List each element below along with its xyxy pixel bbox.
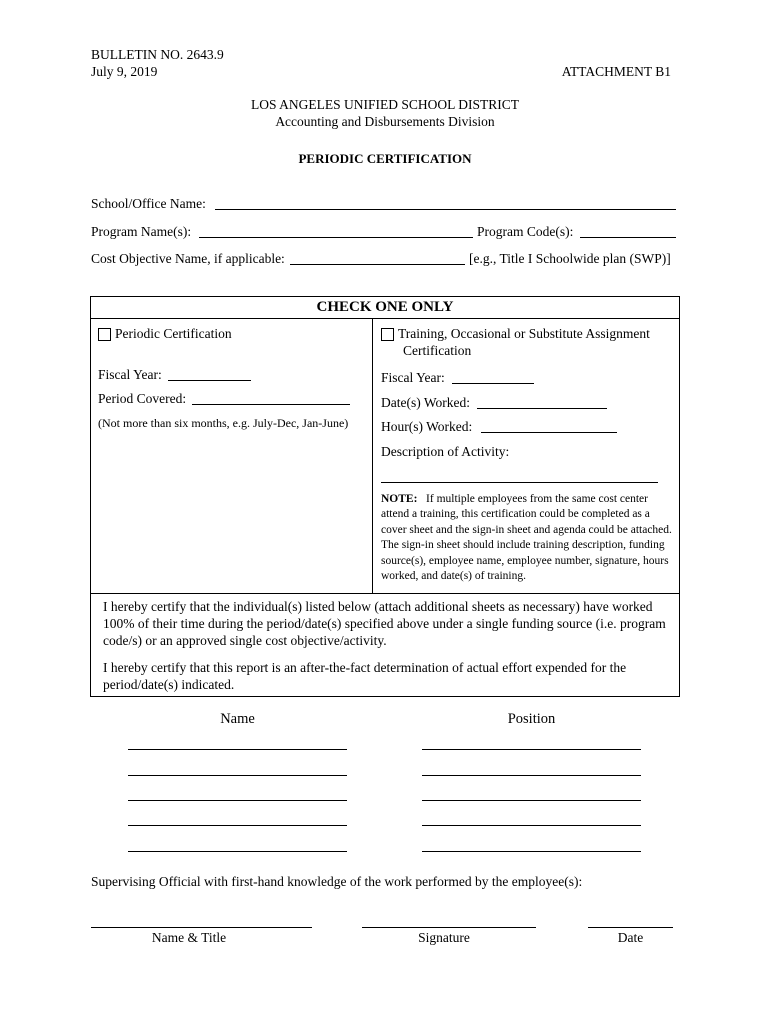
supervisor-signature-line[interactable] [362, 927, 536, 928]
training-note [381, 492, 676, 584]
dates-worked-label: Date(s) Worked: [381, 395, 471, 410]
note-label: NOTE: [381, 493, 418, 505]
supervisor-date-line[interactable] [588, 927, 673, 928]
description-input[interactable] [381, 482, 658, 483]
employee-position-line[interactable] [422, 851, 641, 852]
hours-worked-input[interactable] [481, 432, 617, 433]
division-name: Accounting and Disbursements Division [275, 114, 495, 129]
dates-worked-input[interactable] [477, 408, 607, 409]
name-title-label: Name & Title [151, 930, 227, 945]
bulletin-date: July 9, 2019 [91, 64, 158, 79]
school-office-label: School/Office Name: [91, 196, 206, 211]
period-covered-note: (Not more than six months, e.g. July-Dec, Jan-June) [98, 416, 349, 430]
district-name: LOS ANGELES UNIFIED SCHOOL DISTRICT [250, 97, 519, 112]
employee-name-line[interactable] [128, 800, 347, 801]
employee-position-line[interactable] [422, 800, 641, 801]
bulletin-number: BULLETIN NO. 2643.9 [91, 47, 224, 62]
employee-position-line[interactable] [422, 775, 641, 776]
check-one-heading: CHECK ONE ONLY [316, 299, 454, 315]
hours-worked-label: Hour(s) Worked: [381, 419, 473, 434]
certification-paragraph-1: I hereby certify that the individual(s) listed below (attach additional sheets as necessary) have worked 100% of their time during the period/date(s) specified above under a single funding source (i.e. program code/s) or an approved single cost objective/activity. [103, 599, 666, 648]
periodic-certification-checkbox[interactable] [98, 328, 111, 341]
certification-paragraph-2: I hereby certify that this report is an after-the-fact determination of actual effort expended for the period/date(s) indicated. [103, 660, 627, 692]
employee-position-line[interactable] [422, 825, 641, 826]
right-fiscal-year-label: Fiscal Year: [381, 370, 445, 385]
attachment-label: ATTACHMENT B1 [561, 64, 671, 79]
periodic-certification-label: Periodic Certification [115, 326, 232, 341]
employee-name-line[interactable] [128, 851, 347, 852]
cost-objective-input[interactable] [290, 264, 465, 265]
employee-name-line[interactable] [128, 775, 347, 776]
right-fiscal-year-input[interactable] [452, 383, 534, 384]
supervisor-statement: Supervising Official with first-hand knowledge of the work performed by the employee(s): [91, 874, 583, 889]
date-label: Date [617, 930, 644, 945]
period-covered-label: Period Covered: [98, 391, 187, 406]
employee-name-line[interactable] [128, 749, 347, 750]
left-fiscal-year-input[interactable] [168, 380, 251, 381]
name-column-header: Name [220, 711, 255, 727]
signature-label: Signature [418, 930, 470, 945]
program-codes-input[interactable] [580, 237, 676, 238]
program-names-input[interactable] [199, 237, 473, 238]
employee-position-line[interactable] [422, 749, 641, 750]
training-certification-label-line1: Training, Occasional or Substitute Assignment [398, 326, 650, 341]
column-divider [372, 318, 373, 594]
cost-objective-label: Cost Objective Name, if applicable: [91, 251, 285, 266]
form-title: PERIODIC CERTIFICATION [298, 151, 472, 166]
program-codes-label: Program Code(s): [477, 224, 574, 239]
position-column-header: Position [507, 711, 556, 727]
left-fiscal-year-label: Fiscal Year: [98, 367, 162, 382]
period-covered-input[interactable] [192, 404, 350, 405]
training-certification-label-line2: Certification [403, 343, 472, 358]
check-heading-divider [90, 318, 680, 319]
program-names-label: Program Name(s): [91, 224, 192, 239]
description-label: Description of Activity: [381, 444, 510, 459]
school-office-input[interactable] [215, 209, 676, 210]
supervisor-name-title-line[interactable] [91, 927, 312, 928]
cost-objective-example: [e.g., Title I Schoolwide plan (SWP)] [469, 251, 671, 266]
note-text: If multiple employees from the same cost center attend a training, this certification could be completed as a cover sheet and the sign-in sheet and agenda could be attached. The sign-in sheet should include training description, funding source(s), employee name, employee number, signature, hours worked, and date(s) of training. [381, 493, 672, 583]
employee-name-line[interactable] [128, 825, 347, 826]
training-certification-checkbox[interactable] [381, 328, 394, 341]
